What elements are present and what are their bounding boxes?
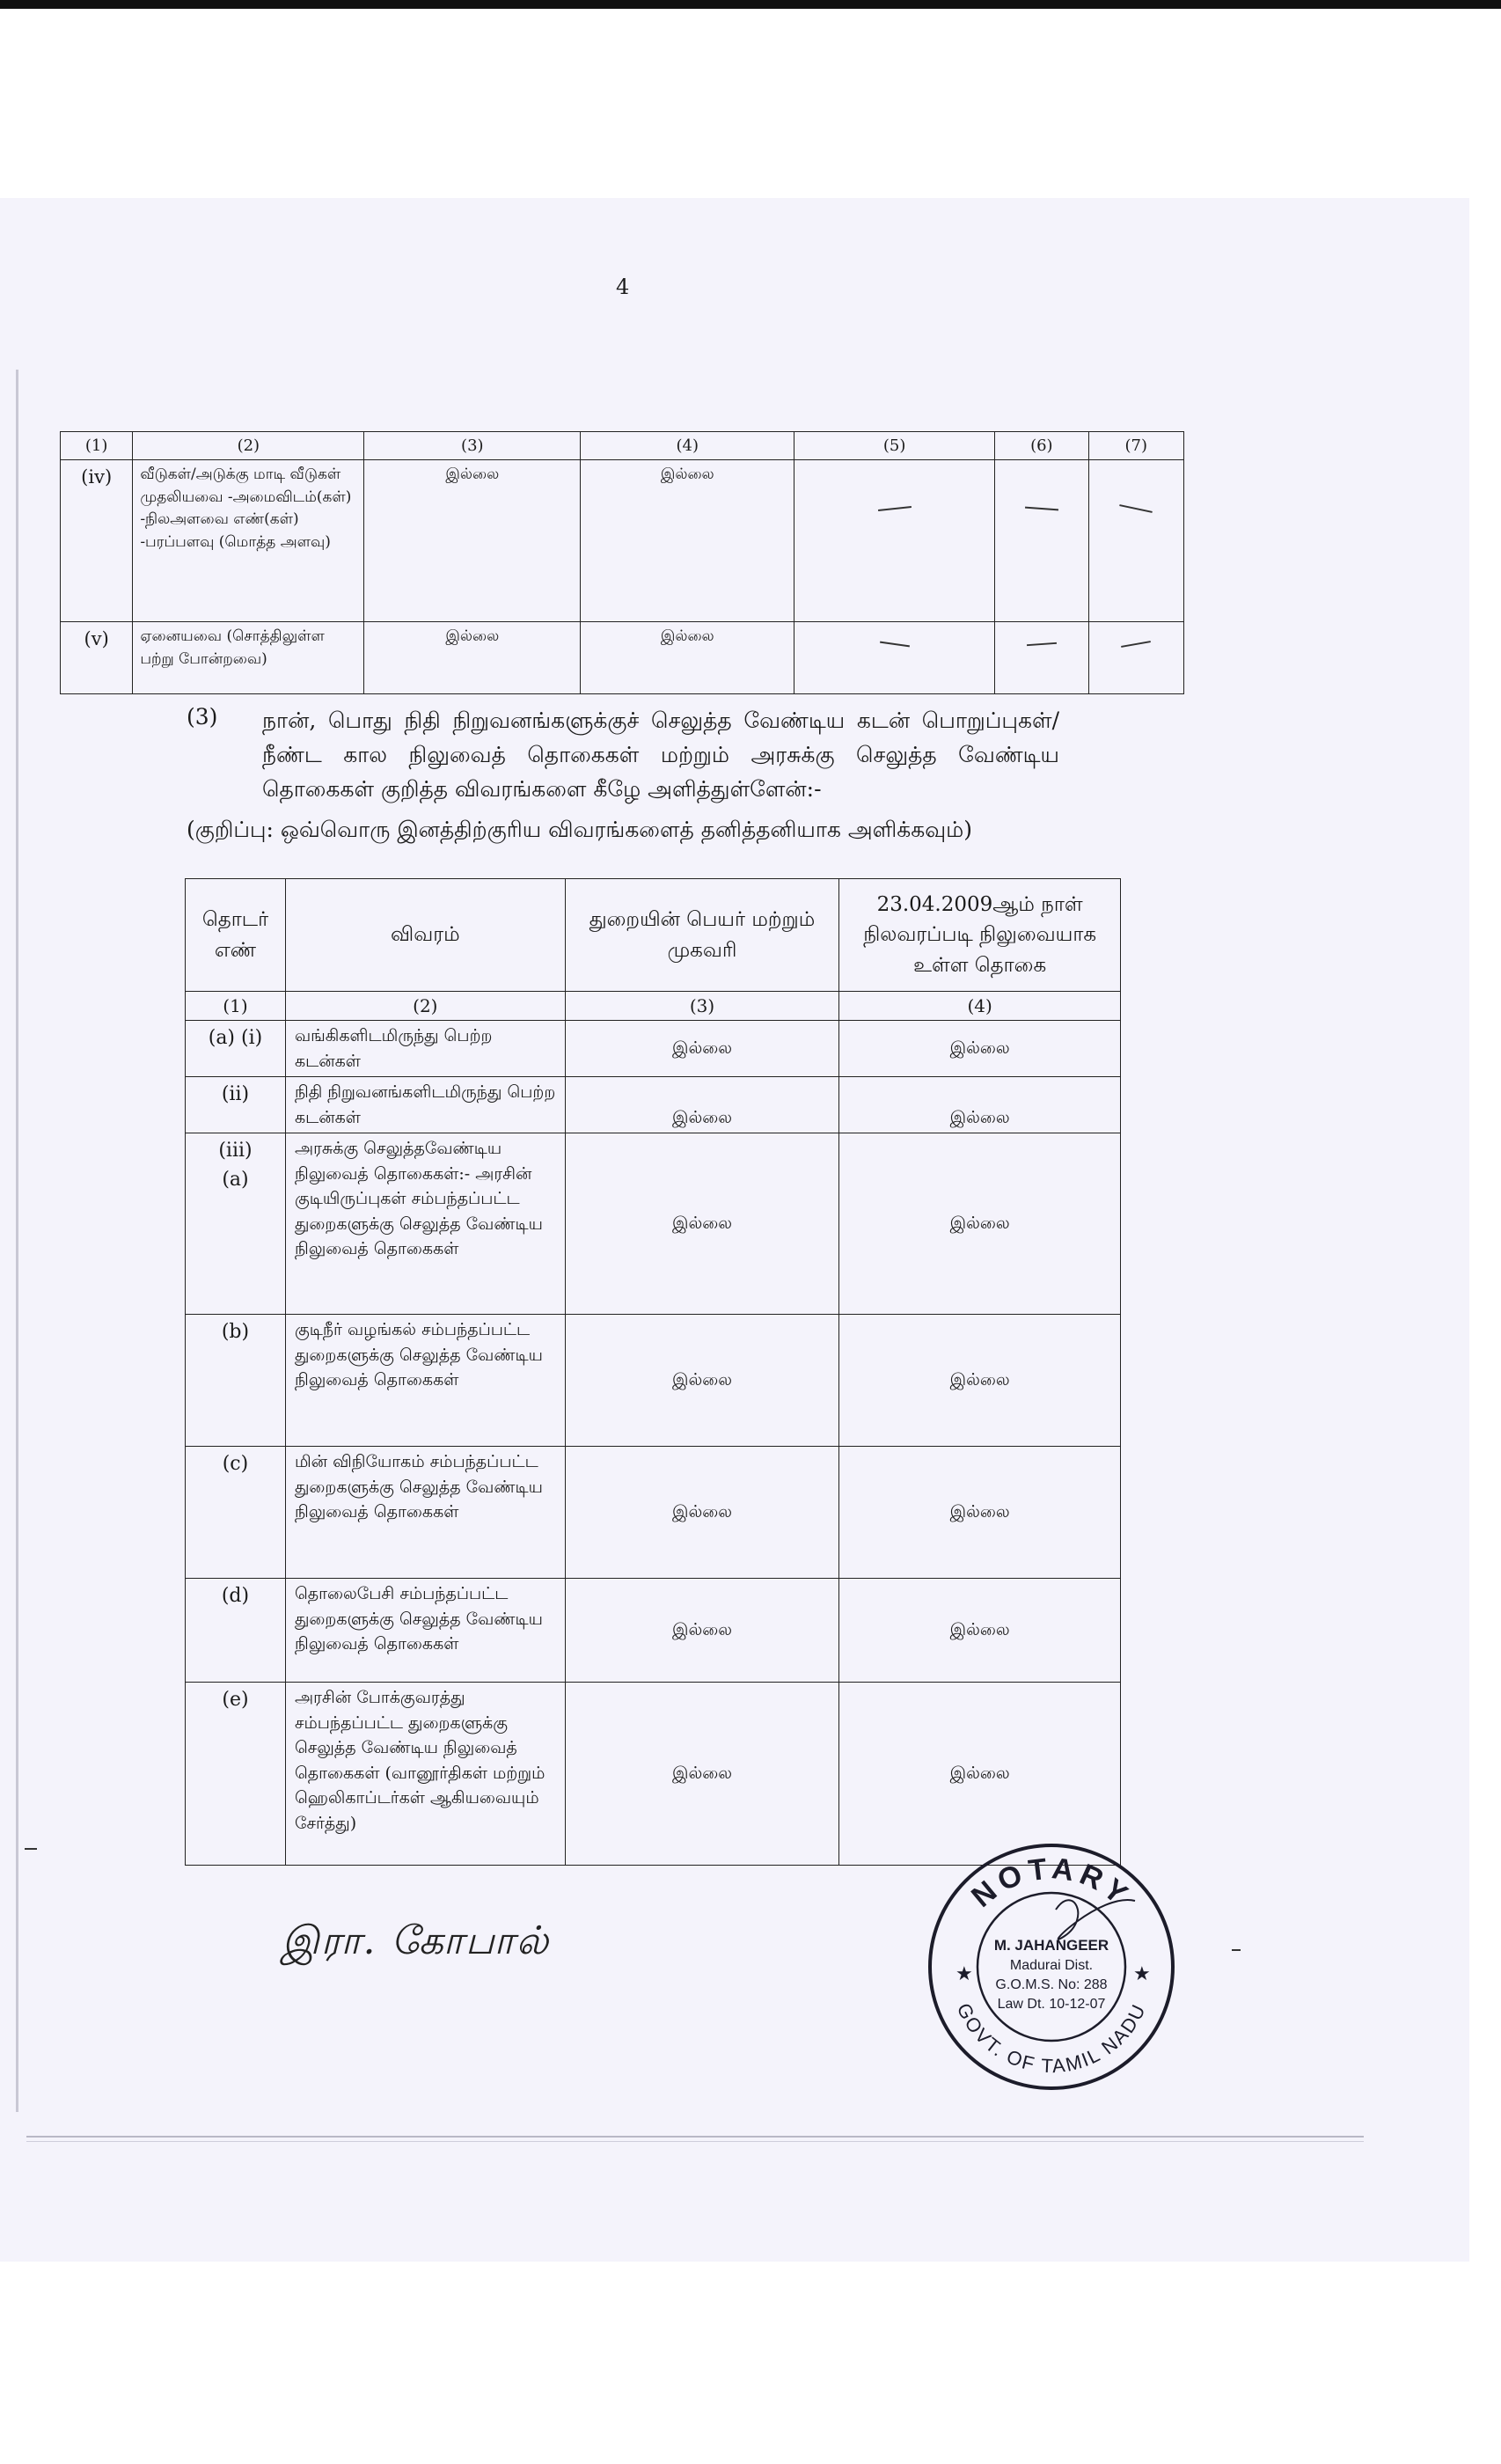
assets-table-continued xyxy=(60,431,1184,694)
seal-scribble xyxy=(1056,1900,1135,1940)
liabilities-table xyxy=(185,878,1121,1866)
row-number: (c) xyxy=(186,1447,286,1579)
row-amount: இல்லை xyxy=(839,1683,1121,1866)
table-row xyxy=(186,1077,1121,1133)
row-department: இல்லை xyxy=(565,1683,839,1866)
col-header: (6) xyxy=(995,432,1088,460)
row-number: (e) xyxy=(186,1683,286,1866)
col-header: (7) xyxy=(1088,432,1183,460)
signature: இரா. கோபால் xyxy=(282,1918,551,1963)
row-description: குடிநீர் வழங்கல் சம்பந்தப்பட்ட துறைகளுக்கு செலுத்த வேண்டிய நிலுவைத் தொகைகள் xyxy=(285,1315,565,1447)
col-header: (5) xyxy=(794,432,995,460)
row-number: (d) xyxy=(186,1579,286,1683)
row-number: (a) (i) xyxy=(186,1021,286,1077)
table-row xyxy=(186,1683,1121,1866)
row-description: ஏனையவை (சொத்திலுள்ள பற்று போன்றவை) xyxy=(133,622,364,694)
row-amount: இல்லை xyxy=(839,1077,1121,1133)
row-department: இல்லை xyxy=(565,1133,839,1315)
dash-mark xyxy=(1088,622,1183,694)
col-header: (4) xyxy=(581,432,794,460)
dash-mark xyxy=(995,622,1088,694)
bottom-rule xyxy=(26,2136,1364,2138)
seal-top-text: NOTARY xyxy=(965,1852,1139,1915)
dash-mark xyxy=(794,460,995,622)
col-subheader: (3) xyxy=(565,992,839,1021)
row-amount: இல்லை xyxy=(839,1315,1121,1447)
page-number: 4 xyxy=(616,275,630,299)
section-number: (3) xyxy=(187,704,218,730)
table-row xyxy=(61,460,1184,622)
col-subheader: (1) xyxy=(186,992,286,1021)
row-department: இல்லை xyxy=(565,1315,839,1447)
scan-edge-line xyxy=(16,370,18,2112)
col-subheader: (4) xyxy=(839,992,1121,1021)
row-description: வீடுகள்/அடுக்கு மாடி வீடுகள் முதலியவை -அமைவிடம்(கள்) -நிலஅளவை எண்(கள்) -பரப்பளவு (மொத்த அளவு) xyxy=(133,460,364,622)
col-header: துறையின் பெயர் மற்றும் முகவரி xyxy=(565,879,839,992)
row-department: இல்லை xyxy=(565,1077,839,1133)
row-value: இல்லை xyxy=(364,460,581,622)
scan-top-border xyxy=(0,0,1501,9)
table-header-row xyxy=(61,432,1184,460)
seal-bottom-text: GOVT. OF TAMIL NADU xyxy=(952,1999,1151,2078)
row-description: தொலைபேசி சம்பந்தப்பட்ட துறைகளுக்கு செலுத்த வேண்டிய நிலுவைத் தொகைகள் xyxy=(285,1579,565,1683)
table-subheader-row xyxy=(186,992,1121,1021)
margin-mark xyxy=(1232,1949,1241,1951)
dash-mark xyxy=(995,460,1088,622)
row-department: இல்லை xyxy=(565,1021,839,1077)
row-amount: இல்லை xyxy=(839,1133,1121,1315)
seal-star-left: ★ xyxy=(956,1963,973,1985)
table-row xyxy=(186,1447,1121,1579)
table-row xyxy=(61,622,1184,694)
row-number: (ii) xyxy=(186,1077,286,1133)
row-number: (v) xyxy=(61,622,133,694)
bottom-rule xyxy=(26,2141,1364,2142)
col-header: (3) xyxy=(364,432,581,460)
table-header-row xyxy=(186,879,1121,992)
seal-district: Madurai Dist. xyxy=(1009,1958,1094,1973)
row-amount: இல்லை xyxy=(839,1579,1121,1683)
row-description: அரசுக்கு செலுத்தவேண்டிய நிலுவைத் தொகைகள்:- அரசின் குடியிருப்புகள் சம்பந்தப்பட்ட துறைகளுக்கு செலுத்த வேண்டிய நிலுவைத் தொகைகள் xyxy=(285,1133,565,1315)
row-description: வங்கிகளிடமிருந்து பெற்ற கடன்கள் xyxy=(285,1021,565,1077)
table-row xyxy=(186,1133,1121,1315)
col-header: விவரம் xyxy=(285,879,565,992)
table-row xyxy=(186,1579,1121,1683)
row-department: இல்லை xyxy=(565,1447,839,1579)
table-row xyxy=(186,1021,1121,1077)
row-department: இல்லை xyxy=(565,1579,839,1683)
row-amount: இல்லை xyxy=(839,1447,1121,1579)
row-number: (iii) (a) xyxy=(186,1133,286,1315)
col-subheader: (2) xyxy=(285,992,565,1021)
col-header: 23.04.2009ஆம் நாள் நிலவரப்படி நிலுவையாக உள்ள தொகை xyxy=(839,879,1121,992)
seal-star-right: ★ xyxy=(1133,1963,1151,1985)
margin-mark xyxy=(25,1848,37,1850)
notary-seal xyxy=(924,1839,1179,2094)
row-number: (b) xyxy=(186,1315,286,1447)
table-row xyxy=(186,1315,1121,1447)
row-description: அரசின் போக்குவரத்து சம்பந்தப்பட்ட துறைகளுக்கு செலுத்த வேண்டிய நிலுவைத் தொகைகள் (வானூர்திகள் மற்றும் ஹெலிகாப்டர்கள் ஆகியவையும் சேர்த்து) xyxy=(285,1683,565,1866)
seal-law: Law Dt. 10-12-07 xyxy=(997,1997,1106,2012)
seal-name: M. JAHANGEER xyxy=(993,1937,1109,1954)
row-description: மின் விநியோகம் சம்பந்தப்பட்ட துறைகளுக்கு செலுத்த வேண்டிய நிலுவைத் தொகைகள் xyxy=(285,1447,565,1579)
col-header: (2) xyxy=(133,432,364,460)
col-header: (1) xyxy=(61,432,133,460)
row-amount: இல்லை xyxy=(839,1021,1121,1077)
row-value: இல்லை xyxy=(364,622,581,694)
dash-mark xyxy=(794,622,995,694)
row-number: (iv) xyxy=(61,460,133,622)
row-description: நிதி நிறுவனங்களிடமிருந்து பெற்ற கடன்கள் xyxy=(285,1077,565,1133)
dash-mark xyxy=(1088,460,1183,622)
row-value: இல்லை xyxy=(581,460,794,622)
col-header: தொடர் எண் xyxy=(186,879,286,992)
row-value: இல்லை xyxy=(581,622,794,694)
seal-order: G.O.M.S. No: 288 xyxy=(995,1977,1108,1992)
section-note: (குறிப்பு: ஒவ்வொரு இனத்திற்குரிய விவரங்களைத் தனித்தனியாக அளிக்கவும்) xyxy=(187,817,973,842)
section-text: நான், பொது நிதி நிறுவனங்களுக்குச் செலுத்த வேண்டிய கடன் பொறுப்புகள்/நீண்ட கால நிலுவைத் தொகைகள் மற்றும் அரசுக்கு செலுத்த வேண்டிய தொகைகள் குறித்த விவரங்களை கீழே அளித்துள்ளேன்:- xyxy=(262,708,1059,802)
